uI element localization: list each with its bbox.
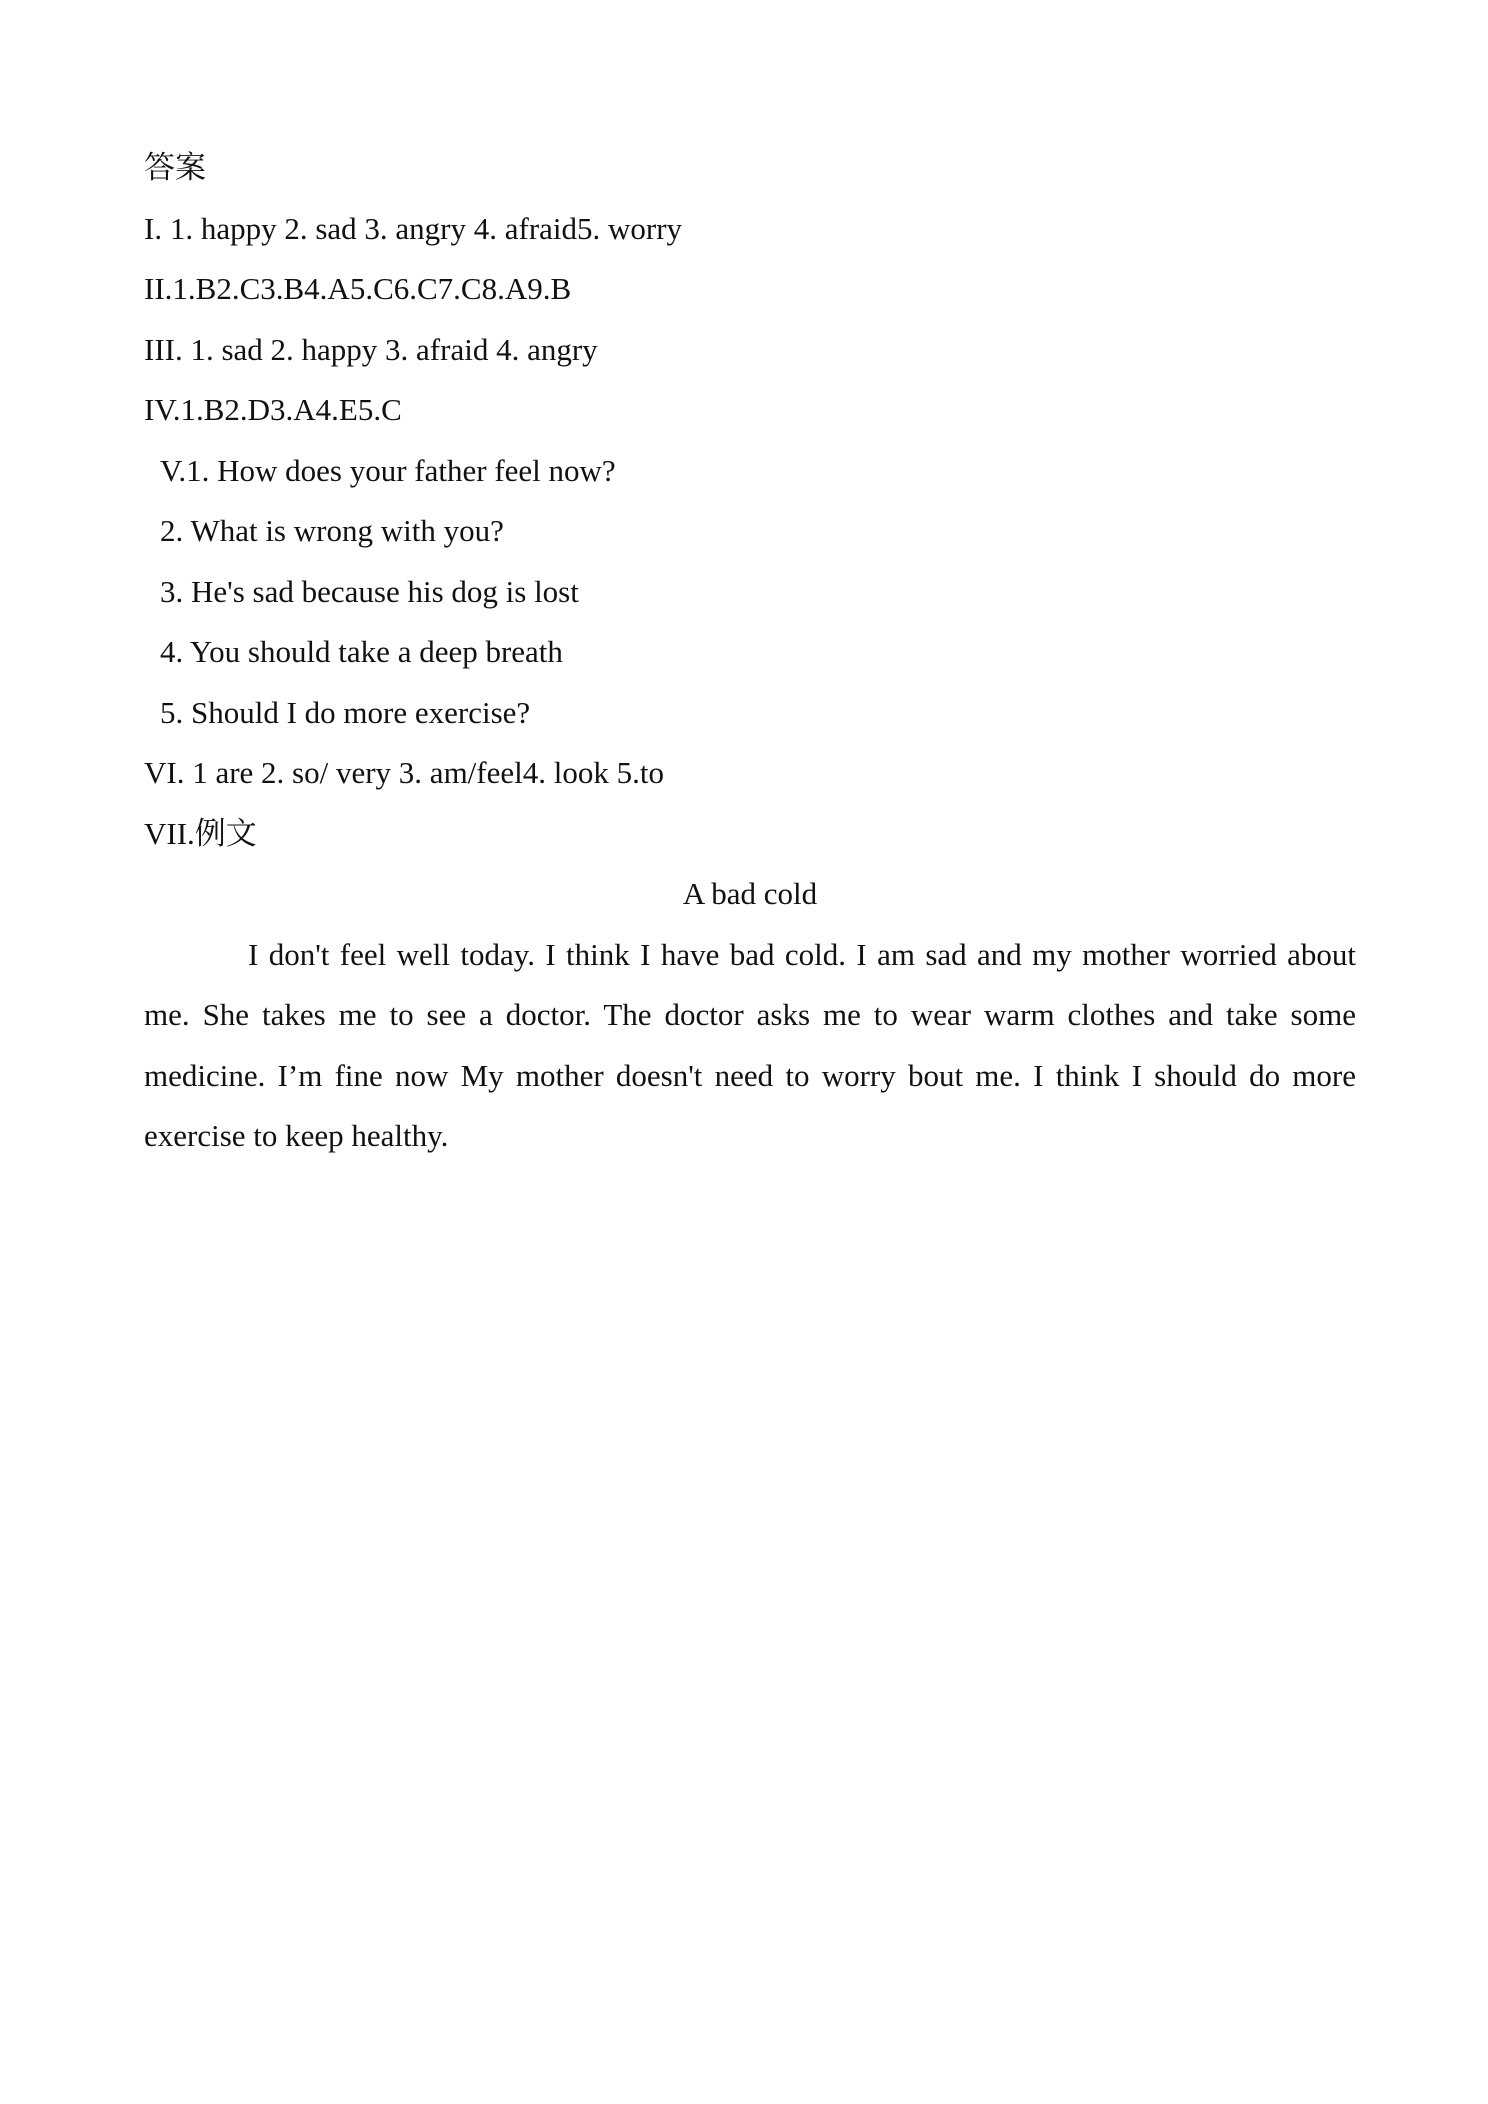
answer-section-7: VII.例文 [144, 815, 257, 851]
answer-section-5-item-1: V.1. How does your father feel now? [160, 452, 616, 488]
answer-key [144, 138, 1356, 1167]
answer-section-5-item-4: 4. You should take a deep breath [160, 634, 563, 669]
essay-title: A bad cold [682, 876, 818, 911]
answer-section-3: III. 1. sad 2. happy 3. afraid 4. angry [144, 331, 598, 367]
answer-section-1: I. 1. happy 2. sad 3. angry 4. afraid5. worry [144, 210, 683, 246]
answer-section-5-item-2: 2. What is wrong with you? [160, 513, 504, 548]
answer-section-5-item-5: 5. Should I do more exercise? [160, 694, 531, 730]
answer-section-6: VI. 1 are 2. so/ very 3. am/feel4. look 5.to [144, 755, 664, 790]
answer-section-4: IV.1.B2.D3.A4.E5.C [144, 392, 402, 427]
answer-heading: 答案 [144, 150, 206, 185]
answer-section-2: II.1.B2.C3.B4.A5.C6.C7.C8.A9.B [144, 271, 572, 306]
essay-body: I don't feel well today. I think I have bad cold. I am sad and my mother worried about me. She takes me to see a doctor. The doctor asks me to wear warm clothes and take some medicine. I’m fine now My mother doesn't need to worry bout me. I think I should do more exercise to keep healthy. [144, 936, 1356, 1153]
answer-section-5-item-3: 3. He's sad because his dog is lost [160, 573, 579, 609]
